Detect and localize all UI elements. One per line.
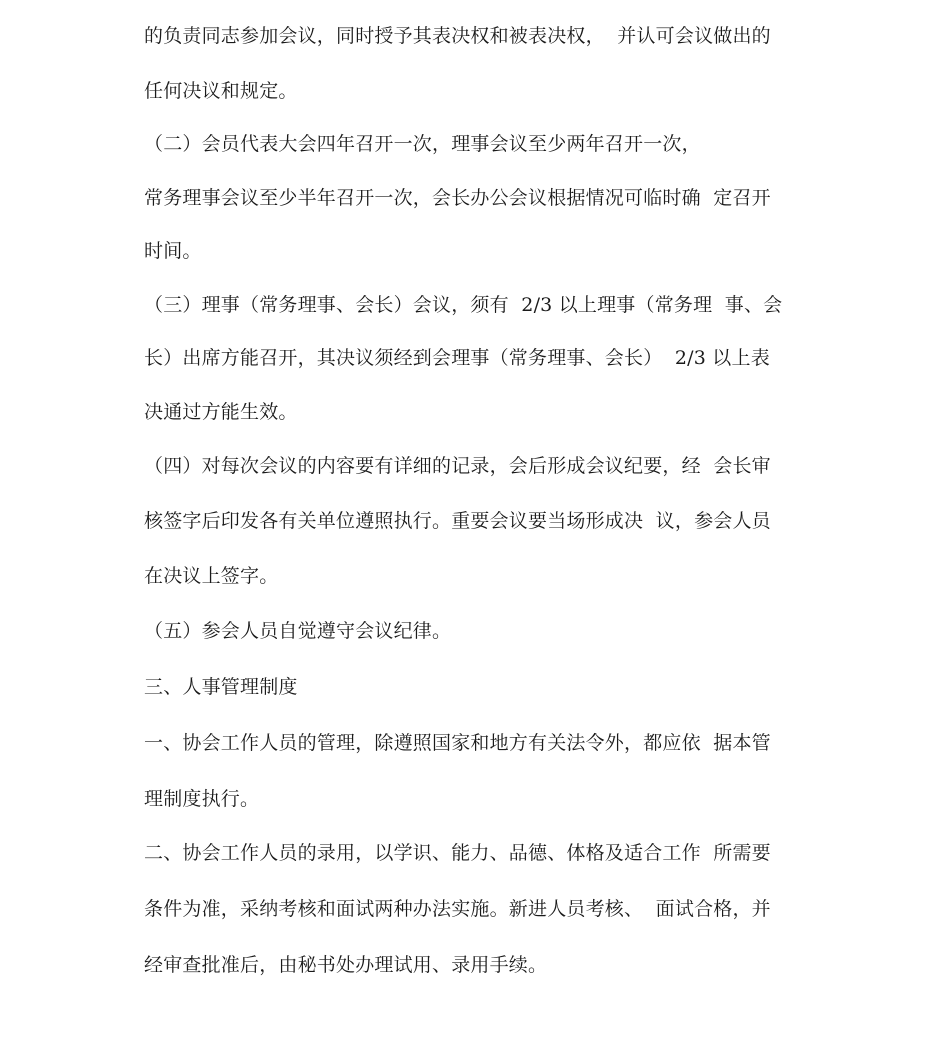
text-line: 理制度执行。	[144, 788, 260, 810]
text-line: 条件为准，采纳考核和面试两种办法实施。新进人员考核、 面试合格，并	[144, 898, 771, 920]
text-line: 在决议上签字。	[144, 565, 279, 587]
text-line: 长）出席方能召开，其决议须经到会理事（常务理事、会长） 2/3 以上表	[144, 347, 770, 369]
text-line: （二）会员代表大会四年召开一次，理事会议至少两年召开一次，	[144, 133, 701, 155]
text-line: 的负责同志参加会议，同时授予其表决权和被表决权， 并认可会议做出的	[144, 25, 771, 47]
text-line: （五）参会人员自觉遵守会议纪律。	[144, 620, 452, 642]
section-heading: 三、人事管理制度	[144, 676, 298, 698]
text-line: 决通过方能生效。	[144, 401, 298, 423]
text-line: 经审查批准后，由秘书处办理试用、录用手续。	[144, 954, 548, 976]
text-line: 任何决议和规定。	[144, 80, 298, 102]
text-line: 常务理事会议至少半年召开一次，会长办公会议根据情况可临时确 定召开	[144, 187, 771, 209]
text-line: （四）对每次会议的内容要有详细的记录，会后形成会议纪要，经 会长审	[144, 455, 771, 477]
text-line: 核签字后印发各有关单位遵照执行。重要会议要当场形成决 议，参会人员	[144, 510, 771, 532]
text-line: 一、协会工作人员的管理，除遵照国家和地方有关法令外，都应依 据本管	[144, 732, 771, 754]
text-line: 二、协会工作人员的录用，以学识、能力、品德、体格及适合工作 所需要	[144, 842, 771, 864]
text-line: 时间。	[144, 240, 202, 262]
text-line: （三）理事（常务理事、会长）会议，须有 2/3 以上理事（常务理 事、会	[144, 294, 783, 316]
